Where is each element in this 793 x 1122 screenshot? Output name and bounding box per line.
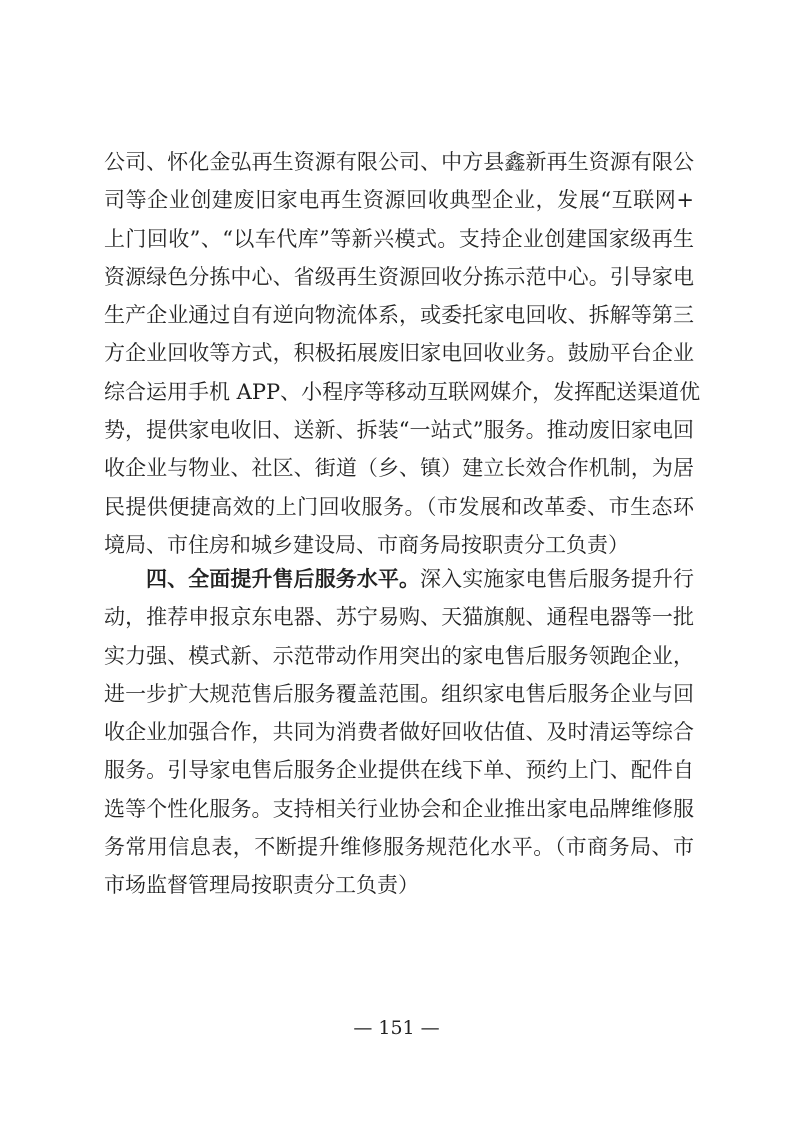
text-line-first xyxy=(104,560,694,598)
paragraph-after-sales xyxy=(104,560,694,905)
text-line: 收企业与物业、社区、街道（乡、镇）建立长效合作机制，为居 xyxy=(104,456,694,481)
text-line: 综合运用手机 APP、小程序等移动互联网媒介，发挥配送渠道优 xyxy=(104,379,701,404)
text-line-rest: 深入实施家电售后服务提升行 xyxy=(420,567,695,591)
section-heading: 四、全面提升售后服务水平。 xyxy=(146,567,421,591)
text-line: 动，推荐申报京东电器、苏宁易购、天猫旗舰、通程电器等一批 xyxy=(104,605,694,630)
text-line: 务常用信息表，不断提升维修服务规范化水平。（市商务局、市 xyxy=(104,835,694,860)
text-line: 司等企业创建废旧家电再生资源回收典型企业，发展“互联网+ xyxy=(104,188,694,213)
text-line: 实力强、模式新、示范带动作用突出的家电售后服务领跑企业， xyxy=(104,643,694,668)
text-line: 资源绿色分拣中心、省级再生资源回收分拣示范中心。引导家电 xyxy=(104,264,694,289)
text-line: 收企业加强合作，共同为消费者做好回收估值、及时清运等综合 xyxy=(104,720,694,745)
text-line: 生产企业通过自有逆向物流体系，或委托家电回收、拆解等第三 xyxy=(104,303,694,328)
text-line: 进一步扩大规范售后服务覆盖范围。组织家电售后服务企业与回 xyxy=(104,681,694,706)
text-line: 选等个性化服务。支持相关行业协会和企业推出家电品牌维修服 xyxy=(104,796,694,821)
paragraph-recycling xyxy=(104,143,701,564)
text-line: 民提供便捷高效的上门回收服务。（市发展和改革委、市生态环 xyxy=(104,494,694,519)
page-number: — 151 — xyxy=(353,1017,440,1039)
text-line: 势，提供家电收旧、送新、拆装“一站式”服务。推动废旧家电回 xyxy=(104,418,694,443)
text-line: 服务。引导家电售后服务企业提供在线下单、预约上门、配件自 xyxy=(104,758,694,783)
text-line: 上门回收”、“以车代库”等新兴模式。支持企业创建国家级再生 xyxy=(104,226,694,251)
text-line: 方企业回收等方式，积极拓展废旧家电回收业务。鼓励平台企业 xyxy=(104,341,694,366)
text-line: 市场监督管理局按职责分工负责） xyxy=(104,873,419,898)
text-line: 境局、市住房和城乡建设局、市商务局按职责分工负责） xyxy=(104,532,629,557)
text-line: 公司、怀化金弘再生资源有限公司、中方县鑫新再生资源有限公 xyxy=(104,150,694,174)
